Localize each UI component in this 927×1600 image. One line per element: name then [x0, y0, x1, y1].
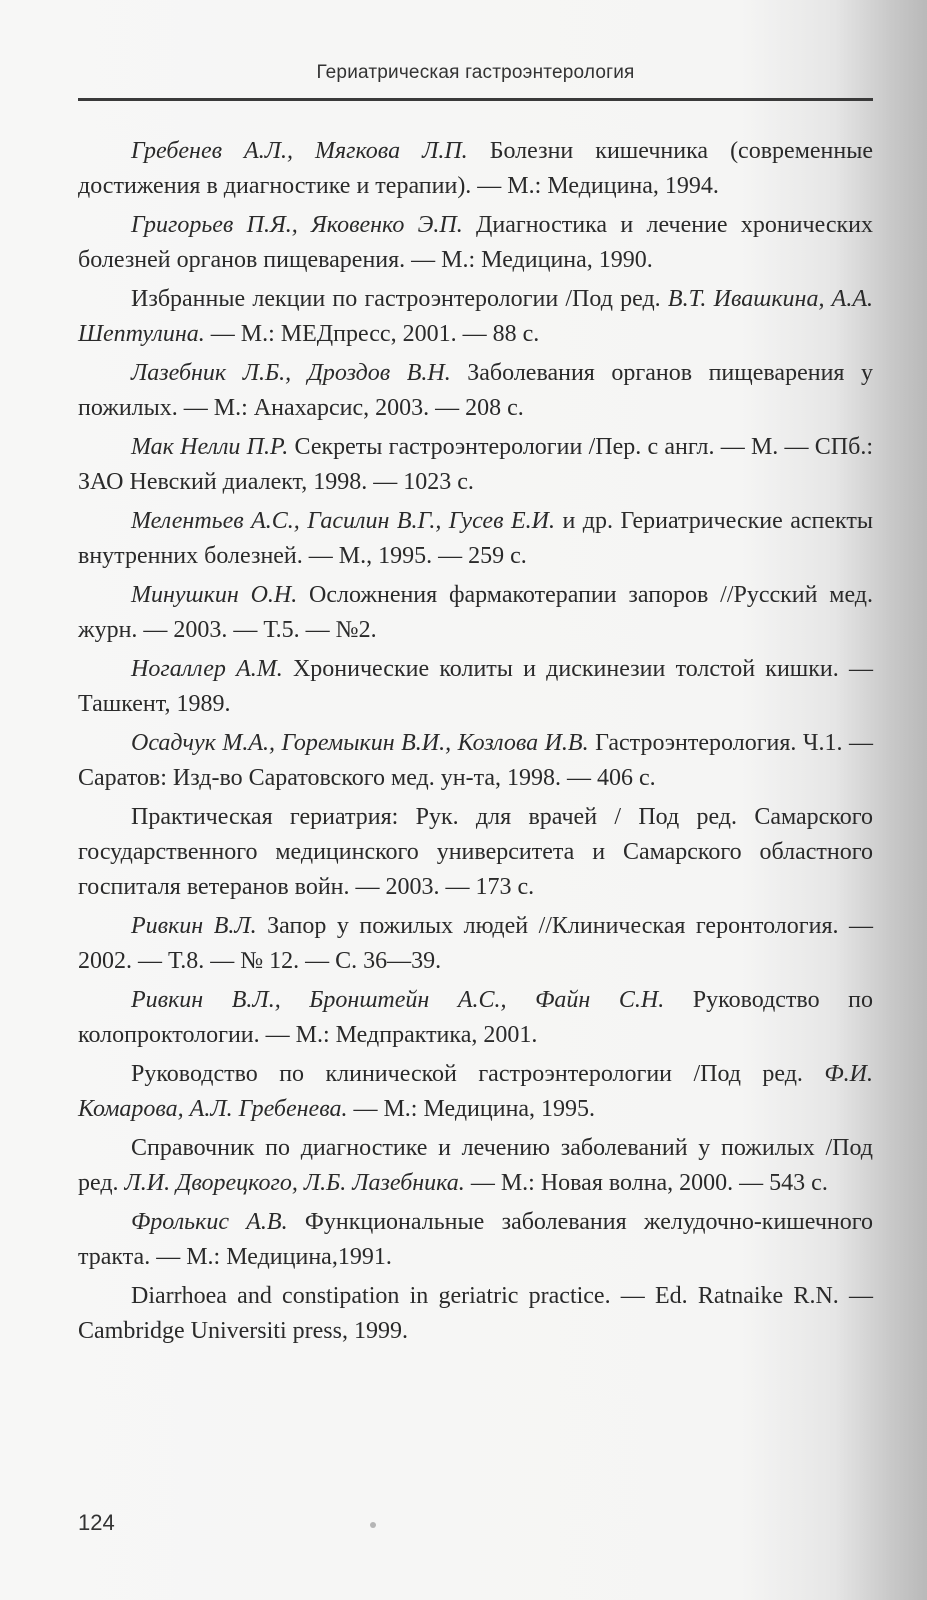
reference-text: — М.: Медицина, 1995. [347, 1096, 596, 1122]
reference-authors: Григорьев П.Я., Яковенко Э.П. [131, 212, 463, 238]
reference-prefix: Избранные лекции по гастроэнтерологии /Под ред. [131, 286, 668, 312]
reference-text: Руководство по колопроктологии. — М.: Медпрактика, 2001. [78, 987, 873, 1048]
reference-authors: В.Т. Ивашкина, А.А. Шептулина. [78, 286, 873, 347]
reference-authors: Фролькис А.В. [131, 1209, 288, 1235]
reference-item [78, 430, 873, 500]
reference-item [78, 1205, 873, 1275]
reference-text: Диагностика и лечение хронических болезней органов пищеварения. — М.: Медицина, 1990. [78, 212, 873, 273]
reference-authors: Осадчук М.А., Горемыкин В.И., Козлова И.В. [131, 730, 589, 756]
reference-text: Осложнения фармакотерапии запоров //Русский мед. журн. — 2003. — Т.5. — №2. [78, 582, 873, 643]
reference-text: Секреты гастроэнтерологии /Пер. с англ. — М. — СПб.: ЗАО Невский диалект, 1998. — 1023 с. [78, 434, 873, 495]
reference-text: Болезни кишечника (современные достижения в диагностике и терапии). — М.: Медицина, 1994. [78, 138, 874, 199]
reference-authors: Гребенев А.Л., Мягкова Л.П. [131, 138, 468, 164]
page-number: 124 [78, 1510, 115, 1535]
reference-text: Хронические колиты и дискинезии толстой кишки. — Ташкент, 1989. [78, 656, 873, 717]
reference-authors: Минушкин О.Н. [131, 582, 298, 608]
reference-prefix: Diarrhoea and constipation in geriatric practice. — Ed. Ratnaike R.N. — Cambridge Universiti press, 1999. [78, 1283, 873, 1344]
reference-text: — М.: Новая волна, 2000. — 543 с. [464, 1170, 828, 1196]
reference-text: Запор у пожилых людей //Клиническая геронтология. — 2002. — Т.8. — № 12. — С. 36—39. [78, 913, 874, 974]
reference-item [78, 356, 873, 426]
reference-item [78, 208, 873, 278]
reference-prefix: Практическая гериатрия: Рук. для врачей / Под ред. Самарского государственного медицинского университета и Самарского областного госпиталя ветеранов войн. — 2003. — 173 с. [78, 804, 873, 900]
reference-item [78, 578, 873, 648]
reference-text: — М.: МЕДпресс, 2001. — 88 с. [204, 321, 540, 347]
reference-item [78, 1057, 873, 1127]
reference-item [78, 652, 873, 722]
reference-prefix: Справочник по диагностике и лечению заболеваний у пожилых /Под ред. [78, 1135, 873, 1196]
running-header: Гериатрическая гастроэнтерология [316, 62, 635, 83]
reference-item [78, 282, 873, 352]
reference-authors: Мак Нелли П.Р. [131, 434, 289, 460]
reference-authors: Ногаллер А.М. [131, 656, 283, 682]
reference-item [78, 504, 873, 574]
reference-list [78, 134, 873, 1353]
reference-authors: Лазебник Л.Б., Дроздов В.Н. [131, 360, 451, 386]
reference-text: Заболевания органов пищеварения у пожилых. — М.: Анахарсис, 2003. — 208 с. [78, 360, 873, 421]
print-speck [370, 1522, 376, 1528]
reference-authors: Ривкин В.Л. [131, 913, 257, 939]
reference-item [78, 134, 873, 204]
reference-text: Гастроэнтерология. Ч.1. — Саратов: Изд-во Саратовского мед. ун-та, 1998. — 406 с. [78, 730, 873, 791]
reference-text: и др. Гериатрические аспекты внутренних болезней. — М., 1995. — 259 с. [78, 508, 874, 569]
reference-prefix: Руководство по клинической гастроэнтерологии /Под ред. [131, 1061, 825, 1087]
reference-item [78, 909, 873, 979]
reference-authors: Ривкин В.Л., Бронштейн А.С., Файн С.Н. [131, 987, 665, 1013]
header-rule [78, 98, 873, 101]
reference-authors: Л.И. Дворецкого, Л.Б. Лазебника. [124, 1170, 465, 1196]
reference-item [78, 800, 873, 905]
reference-item [78, 983, 873, 1053]
reference-item [78, 726, 873, 796]
reference-text: Функциональные заболевания желудочно-кишечного тракта. — М.: Медицина,1991. [78, 1209, 874, 1270]
reference-authors: Ф.И. Комарова, А.Л. Гребенева. [78, 1061, 873, 1122]
reference-item [78, 1279, 873, 1349]
reference-item [78, 1131, 873, 1201]
reference-authors: Мелентьев А.С., Гасилин В.Г., Гусев Е.И. [131, 508, 555, 534]
